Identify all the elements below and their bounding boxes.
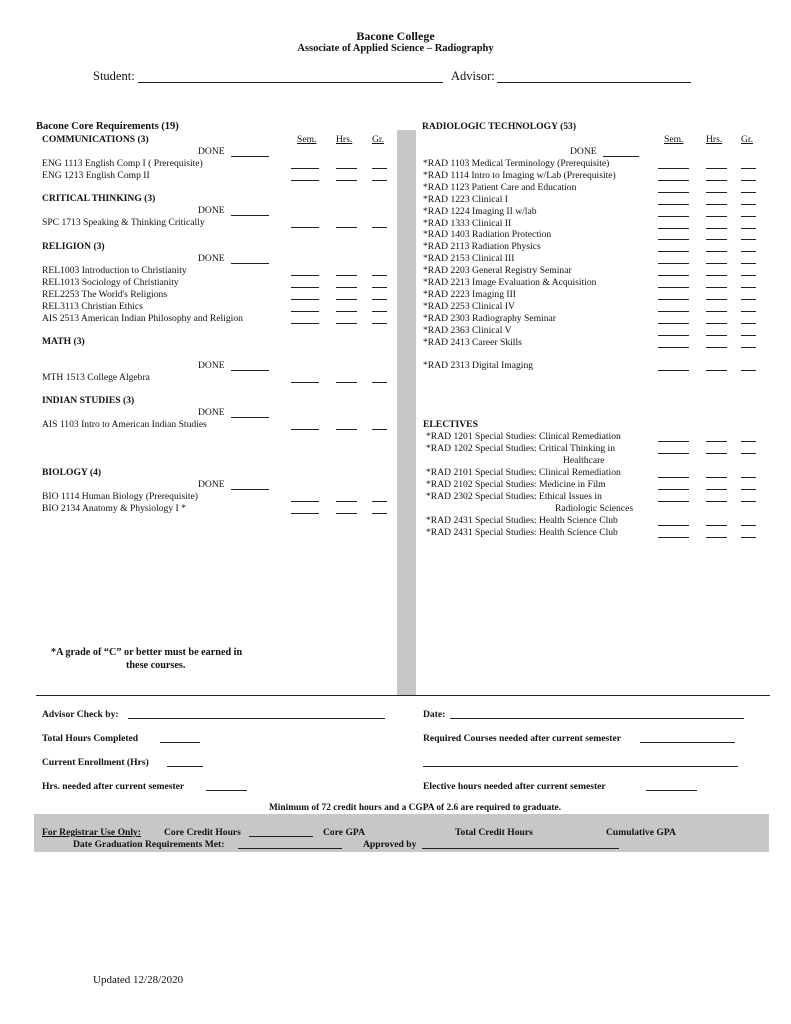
sem-field[interactable] [291,168,319,169]
sem-field[interactable] [658,204,689,205]
course-row: BIO 1114 Human Biology (Prerequisite) [42,491,198,502]
section-title: INDIAN STUDIES (3) [42,395,135,406]
hrs-needed-field[interactable] [206,790,247,791]
core-credit-label: Core Credit Hours [164,827,241,838]
done-label: DONE [198,146,225,157]
sem-field[interactable] [658,477,689,478]
gr-field[interactable] [741,489,756,490]
rad-course-row: *RAD 2213 Image Evaluation & Acquisition [423,277,597,288]
program-name: Associate of Applied Science – Radiography [297,43,494,54]
hrs-field[interactable] [336,180,357,181]
course-row: SPC 1713 Speaking & Thinking Critically [42,217,205,228]
elective-row: *RAD 1202 Special Studies: Critical Thinking in [426,443,616,454]
gr-field[interactable] [741,168,756,169]
hrs-field[interactable] [706,216,727,217]
sem-field[interactable] [658,537,689,538]
gr-field[interactable] [741,204,756,205]
course-row: AIS 2513 American Indian Philosophy and Religion [42,313,243,324]
student-label: Student: [93,69,135,83]
gr-field[interactable] [741,335,756,336]
hrs-field[interactable] [706,477,727,478]
hrs-field[interactable] [336,311,357,312]
sem-field[interactable] [658,168,689,169]
elective-row: *RAD 2101 Special Studies: Clinical Remediation [426,467,621,478]
done-field[interactable] [231,263,269,264]
sem-field[interactable] [658,251,689,252]
gr-field[interactable] [741,251,756,252]
core-heading: Bacone Core Requirements (19) [36,121,179,132]
gr-field[interactable] [741,216,756,217]
hrs-field[interactable] [706,311,727,312]
col-hrs-r: Hrs. [706,134,723,145]
elective-row: *RAD 2431 Special Studies: Health Science Club [426,527,618,538]
hrs-field[interactable] [706,537,727,538]
hrs-field[interactable] [706,441,727,442]
course-row: REL1003 Introduction to Christianity [42,265,187,276]
hrs-field[interactable] [706,347,727,348]
grade-note-2: these courses. [126,660,186,671]
col-sem: Sem. [297,134,317,145]
graduation-minimum: Minimum of 72 credit hours and a CGPA of 2.6 are required to graduate. [268,803,562,813]
current-enrollment-field[interactable] [167,766,203,767]
rad-course-row: *RAD 2363 Clinical V [423,324,512,336]
total-credit-label: Total Credit Hours [455,827,533,838]
sem-field[interactable] [291,429,319,430]
elective-needed-label: Elective hours needed after current semester [423,781,606,792]
updated-date: Updated 12/28/2020 [93,974,184,986]
elective-row: *RAD 2302 Special Studies: Ethical Issues in [426,491,602,502]
hrs-needed-label: Hrs. needed after current semester [42,781,185,792]
hrs-field[interactable] [706,323,727,324]
grade-note: *A grade of “C” or better must be earned in [51,647,243,658]
hrs-field[interactable] [706,204,727,205]
gr-field[interactable] [741,180,756,181]
gr-field[interactable] [741,192,756,193]
sem-field[interactable] [658,525,689,526]
sem-field[interactable] [291,382,319,383]
required-needed-label: Required Courses needed after current semester [423,733,621,744]
course-row: ENG 1113 English Comp I ( Prerequisite) [42,158,203,169]
gr-field[interactable] [372,180,387,181]
done-label: DONE [198,205,225,216]
elective-row: Healthcare [563,455,605,466]
cumulative-gpa-label: Cumulative GPA [606,827,676,838]
rad-course-row: *RAD 2253 Clinical IV [423,300,515,312]
done-field[interactable] [231,370,269,371]
sem-field[interactable] [658,299,689,300]
total-hours-field[interactable] [160,742,200,743]
sem-field[interactable] [658,453,689,454]
hrs-field[interactable] [336,382,357,383]
gr-field[interactable] [741,323,756,324]
rad-course-row: *RAD 2413 Career Skills [423,336,522,348]
elective-row: *RAD 2431 Special Studies: Health Science Club [426,515,618,526]
col-sem-r: Sem. [664,134,684,145]
elective-needed-field[interactable] [646,790,697,791]
approved-by-field[interactable] [422,848,619,849]
gr-field[interactable] [741,275,756,276]
college-name: Bacone College [356,29,435,43]
gr-field[interactable] [741,299,756,300]
done-label: DONE [198,360,225,371]
sem-field[interactable] [658,216,689,217]
course-row: MTH 1513 College Algebra [42,372,150,383]
section-title: MATH (3) [42,336,85,347]
sem-field[interactable] [291,299,319,300]
rad-course-row: *RAD 1114 Intro to Imaging w/Lab (Prerequisite) [423,169,616,181]
sem-field[interactable] [658,228,689,229]
sem-field[interactable] [658,180,689,181]
column-divider [397,130,416,696]
sem-field[interactable] [658,287,689,288]
hrs-field[interactable] [336,513,357,514]
hrs-field[interactable] [336,299,357,300]
hrs-field[interactable] [706,239,727,240]
hrs-field[interactable] [706,263,727,264]
rad-course-row: *RAD 1103 Medical Terminology (Prerequisite) [423,158,610,169]
col-gr-r: Gr. [741,134,753,145]
gr-field[interactable] [741,477,756,478]
sem-field[interactable] [291,323,319,324]
hrs-field[interactable] [336,323,357,324]
rad-course-row: *RAD 1123 Patient Care and Education [423,181,577,193]
elective-row: *RAD 2102 Special Studies: Medicine in Film [426,479,606,490]
gr-field[interactable] [741,501,756,502]
hrs-field[interactable] [336,168,357,169]
rad-course-row: *RAD 2113 Radiation Physics [423,241,541,253]
gr-field[interactable] [741,239,756,240]
done-label-r: DONE [570,146,597,157]
section-title: BIOLOGY (4) [42,467,102,478]
done-label: DONE [198,479,225,490]
hrs-field[interactable] [336,275,357,276]
sem-field[interactable] [291,513,319,514]
core-credit-field[interactable] [249,836,313,837]
gr-field[interactable] [741,525,756,526]
rad-course-row: *RAD 1224 Imaging II w/lab [423,205,537,217]
course-row: REL2253 The World's Religions [42,289,168,300]
gr-field[interactable] [372,299,387,300]
gr-field[interactable] [372,382,387,383]
hrs-field[interactable] [706,453,727,454]
elective-row: Radiologic Sciences [555,503,634,514]
sem-field[interactable] [658,192,689,193]
sem-field[interactable] [658,441,689,442]
gr-field[interactable] [372,275,387,276]
sem-field[interactable] [658,311,689,312]
sem-field[interactable] [658,335,689,336]
col-gr: Gr. [372,134,384,145]
sem-field[interactable] [658,489,689,490]
section-title: CRITICAL THINKING (3) [42,193,156,204]
gr-field[interactable] [372,311,387,312]
rad-course-row: *RAD 2153 Clinical III [423,253,515,265]
gr-field[interactable] [372,501,387,502]
sem-field[interactable] [658,501,689,502]
done-field-r[interactable] [603,156,639,157]
advisor-label: Advisor: [451,69,495,83]
course-row: AIS 1103 Intro to American Indian Studies [42,419,207,430]
date-label: Date: [423,709,446,720]
done-field[interactable] [231,215,269,216]
hrs-field[interactable] [706,180,727,181]
advisor-field[interactable] [497,82,691,83]
gr-field[interactable] [741,263,756,264]
hrs-field[interactable] [706,489,727,490]
gr-field[interactable] [741,537,756,538]
course-row: REL1013 Sociology of Christianity [42,277,179,288]
sem-field[interactable] [291,311,319,312]
sem-field[interactable] [658,347,689,348]
hrs-field[interactable] [706,251,727,252]
done-field[interactable] [231,417,269,418]
gr-field[interactable] [372,287,387,288]
sem-field[interactable] [291,287,319,288]
date-grad-field[interactable] [238,848,342,849]
section-title: RELIGION (3) [42,241,105,252]
gr-field[interactable] [741,370,756,371]
sem-field[interactable] [291,275,319,276]
hrs-field[interactable] [706,192,727,193]
done-field[interactable] [231,156,269,157]
section-rule [36,695,770,696]
date-grad-label: Date Graduation Requirements Met: [73,839,225,850]
rad-course-row: *RAD 2303 Radiography Seminar [423,312,556,324]
gr-field[interactable] [372,429,387,430]
rad-course-row: *RAD 1333 Clinical II [423,217,512,229]
sem-field[interactable] [658,239,689,240]
hrs-field[interactable] [706,501,727,502]
hrs-field[interactable] [706,228,727,229]
current-enrollment-label: Current Enrollment (Hrs) [42,757,149,768]
col-hrs: Hrs. [336,134,353,145]
gr-field[interactable] [372,227,387,228]
rad-heading: RADIOLOGIC TECHNOLOGY (53) [422,121,577,132]
gr-field[interactable] [741,228,756,229]
course-row: ENG 1213 English Comp II [42,170,150,181]
advisor-check-field[interactable] [128,718,385,719]
sem-field[interactable] [658,275,689,276]
gr-field[interactable] [741,287,756,288]
gr-field[interactable] [741,453,756,454]
course-row: REL3113 Christian Ethics [42,301,143,312]
notes-field[interactable] [423,766,738,767]
sem-field[interactable] [291,501,319,502]
done-label: DONE [198,407,225,418]
gr-field[interactable] [741,347,756,348]
course-row: BIO 2134 Anatomy & Physiology I * [42,503,186,514]
hrs-field[interactable] [706,525,727,526]
digital-imaging-row: *RAD 2313 Digital Imaging [423,360,534,371]
done-field[interactable] [231,489,269,490]
electives-title: ELECTIVES [423,419,478,430]
required-needed-field[interactable] [640,742,735,743]
rad-course-row: *RAD 1403 Radiation Protection [423,229,552,241]
hrs-field[interactable] [336,227,357,228]
gr-field[interactable] [372,168,387,169]
gr-field[interactable] [372,323,387,324]
sem-field[interactable] [291,227,319,228]
gr-field[interactable] [741,311,756,312]
core-gpa-label: Core GPA [323,827,366,838]
done-label: DONE [198,253,225,264]
hrs-field[interactable] [706,168,727,169]
advisor-check-label: Advisor Check by: [42,709,119,720]
rad-course-row: *RAD 2203 General Registry Seminar [423,265,572,277]
total-hours-label: Total Hours Completed [42,733,139,744]
date-field[interactable] [450,718,744,719]
sem-field[interactable] [658,263,689,264]
registrar-label: For Registrar Use Only: [42,827,142,838]
gr-field[interactable] [372,513,387,514]
hrs-field[interactable] [336,287,357,288]
sem-field[interactable] [291,180,319,181]
hrs-field[interactable] [706,275,727,276]
hrs-field[interactable] [706,287,727,288]
section-title: COMMUNICATIONS (3) [42,134,149,145]
gr-field[interactable] [741,441,756,442]
hrs-field[interactable] [336,429,357,430]
sem-field[interactable] [658,323,689,324]
hrs-field[interactable] [706,299,727,300]
hrs-field[interactable] [706,370,727,371]
hrs-field[interactable] [336,501,357,502]
student-field[interactable] [138,82,443,83]
sem-field[interactable] [658,370,689,371]
elective-row: *RAD 1201 Special Studies: Clinical Remediation [426,431,621,442]
rad-course-row: *RAD 1223 Clinical I [423,193,509,205]
rad-course-row: *RAD 2223 Imaging III [423,288,516,300]
approved-by-label: Approved by [363,839,417,850]
hrs-field[interactable] [706,335,727,336]
